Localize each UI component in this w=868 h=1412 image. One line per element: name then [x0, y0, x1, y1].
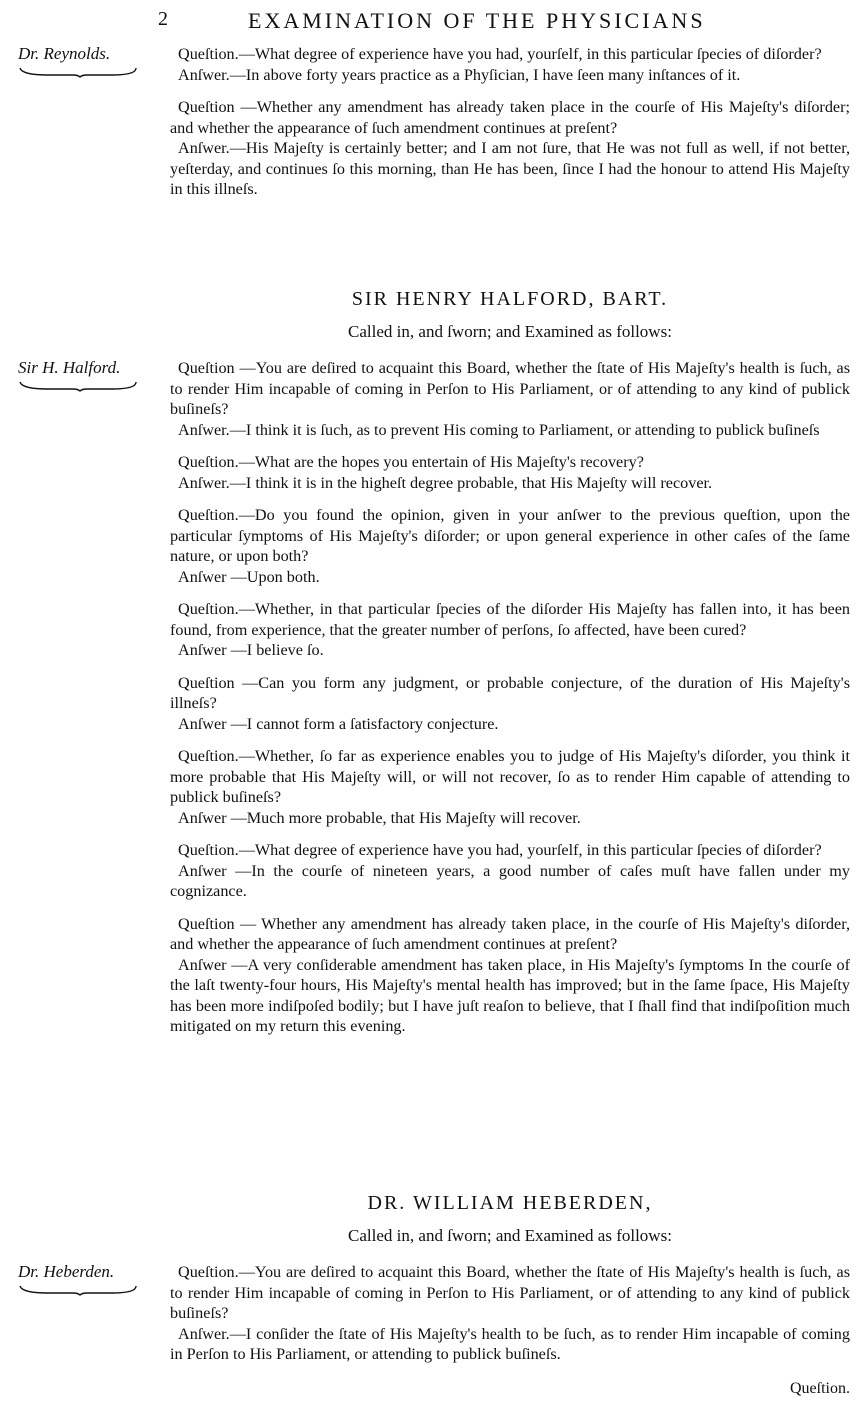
question-paragraph: Queſtion.—Whether, in that particular ſpecies of the diſorder His Majeſty has fallen into, it has been found, from experience, that the greater number of perſons, ſo affected, have been cured?	[170, 600, 850, 639]
answer-paragraph: Anſwer.—I conſider the ſtate of His Majeſty's health to be ſuch, as to render Him incapable of coming in Perſon to His Parliament, or attending to publick buſineſs.	[170, 1324, 850, 1363]
question-paragraph: Queſtion.—Whether, ſo far as experience enables you to judge of His Majeſty's diſorder, you think it more probable that His Majeſty will, or will not recover, ſo as to render Him capable of attending to publick buſineſs?	[170, 747, 850, 806]
witness-heading: DR. WILLIAM HEBERDEN,	[367, 1192, 653, 1214]
question-paragraph: Queſtion —Whether any amendment has already taken place in the courſe of His Majeſty's diſorder; and whether the appearance of ſuch amendment continues at preſent?	[170, 98, 850, 137]
answer-paragraph: Anſwer —I believe ſo.	[178, 641, 324, 659]
margin-label-reynolds	[18, 44, 168, 78]
answer-paragraph: Anſwer.—I think it is ſuch, as to prevent His coming to Parliament, or attending to publick buſineſs	[178, 420, 820, 439]
question-paragraph: Queſtion —You are deſired to acquaint this Board, whether the ſtate of His Majeſty's health is ſuch, as to render Him incapable of coming in Perſon to His Parliament, or of attending to any kind of publick buſineſs?	[170, 359, 850, 418]
margin-label-text: Sir H. Halford.	[18, 358, 121, 377]
question-paragraph: Queſtion.—Do you found the opinion, given in your anſwer to the previous queſtion, upon the particular ſymptoms of His Majeſty's diſorder; or upon general experience in other caſes of the ſame nature, or upon both?	[170, 506, 850, 565]
margin-label-text: Dr. Reynolds.	[18, 44, 111, 63]
answer-paragraph: Anſwer —Upon both.	[178, 567, 320, 586]
question-paragraph: Queſtion.—What degree of experience have you had, yourſelf, in this particular ſpecies of diſorder?	[178, 841, 822, 859]
answer-paragraph: Anſwer —I cannot form a ſatisfactory conjecture.	[178, 714, 499, 733]
section-halford	[170, 358, 850, 1037]
answer-paragraph: Anſwer.—His Majeſty is certainly better; and I am not ſure, that He was not full as well, if not better, yeſterday, and continues ſo this morning, than He has been, ſince I had the honour to attend His Majeſty in this illneſs.	[170, 139, 850, 198]
margin-label-halford	[18, 358, 168, 392]
section-reynolds	[170, 44, 850, 200]
question-paragraph: Queſtion.—You are deſired to acquaint this Board, whether the ſtate of His Majeſty's health is ſuch, as to render Him incapable of coming in Perſon to His Parliament, or of attending to any kind of publick buſineſs?	[170, 1263, 850, 1322]
answer-paragraph: Anſwer.—I think it is in the higheſt degree probable, that His Majeſty will recover.	[178, 473, 713, 492]
margin-brace-icon	[18, 66, 138, 78]
running-head: EXAMINATION OF THE PHYSICIANS	[248, 8, 706, 33]
answer-paragraph: Anſwer.—In above forty years practice as a Phyſician, I have ſeen many inſtances of it.	[178, 65, 741, 84]
margin-brace-icon	[18, 1284, 138, 1296]
question-paragraph: Queſtion.—What degree of experience have you had, yourſelf, in this particular ſpecies of diſorder?	[178, 45, 822, 63]
page-number: 2	[158, 8, 168, 30]
answer-paragraph: Anſwer —A very conſiderable amendment has taken place, in His Majeſty's ſymptoms In the courſe of the laſt twenty-four hours, His Majeſty's mental health has improved; but in the ſame ſpace, His Majeſty has been more indiſpoſed bodily; but I have juſt reaſon to believe, that I ſhall find that indiſpoſition much mitigated on my return this evening.	[170, 955, 850, 1035]
witness-heading: SIR HENRY HALFORD, BART.	[351, 288, 669, 310]
section-heberden	[170, 1262, 850, 1365]
question-paragraph: Queſtion — Whether any amendment has already taken place, in the courſe of His Majeſty's diſorder, and whether the appearance of ſuch amendment continues at preſent?	[170, 914, 850, 953]
question-paragraph: Queſtion.—What are the hopes you entertain of His Majeſty's recovery?	[178, 453, 644, 471]
margin-label-text: Dr. Heberden.	[18, 1262, 115, 1281]
question-paragraph: Queſtion —Can you form any judgment, or probable conjecture, of the duration of His Majeſty's illneſs?	[170, 673, 850, 712]
margin-label-heberden	[18, 1262, 168, 1296]
page-header	[0, 6, 868, 36]
catchword: Queſtion.	[790, 1380, 850, 1397]
answer-paragraph: Anſwer —Much more probable, that His Majeſty will recover.	[178, 808, 581, 827]
margin-brace-icon	[18, 380, 138, 392]
called-line: Called in, and ſworn; and Examined as follows:	[348, 322, 672, 341]
answer-paragraph: Anſwer —In the courſe of nineteen years, a good number of caſes muſt have fallen under my cognizance.	[170, 861, 850, 900]
called-line: Called in, and ſworn; and Examined as follows:	[348, 1226, 672, 1245]
